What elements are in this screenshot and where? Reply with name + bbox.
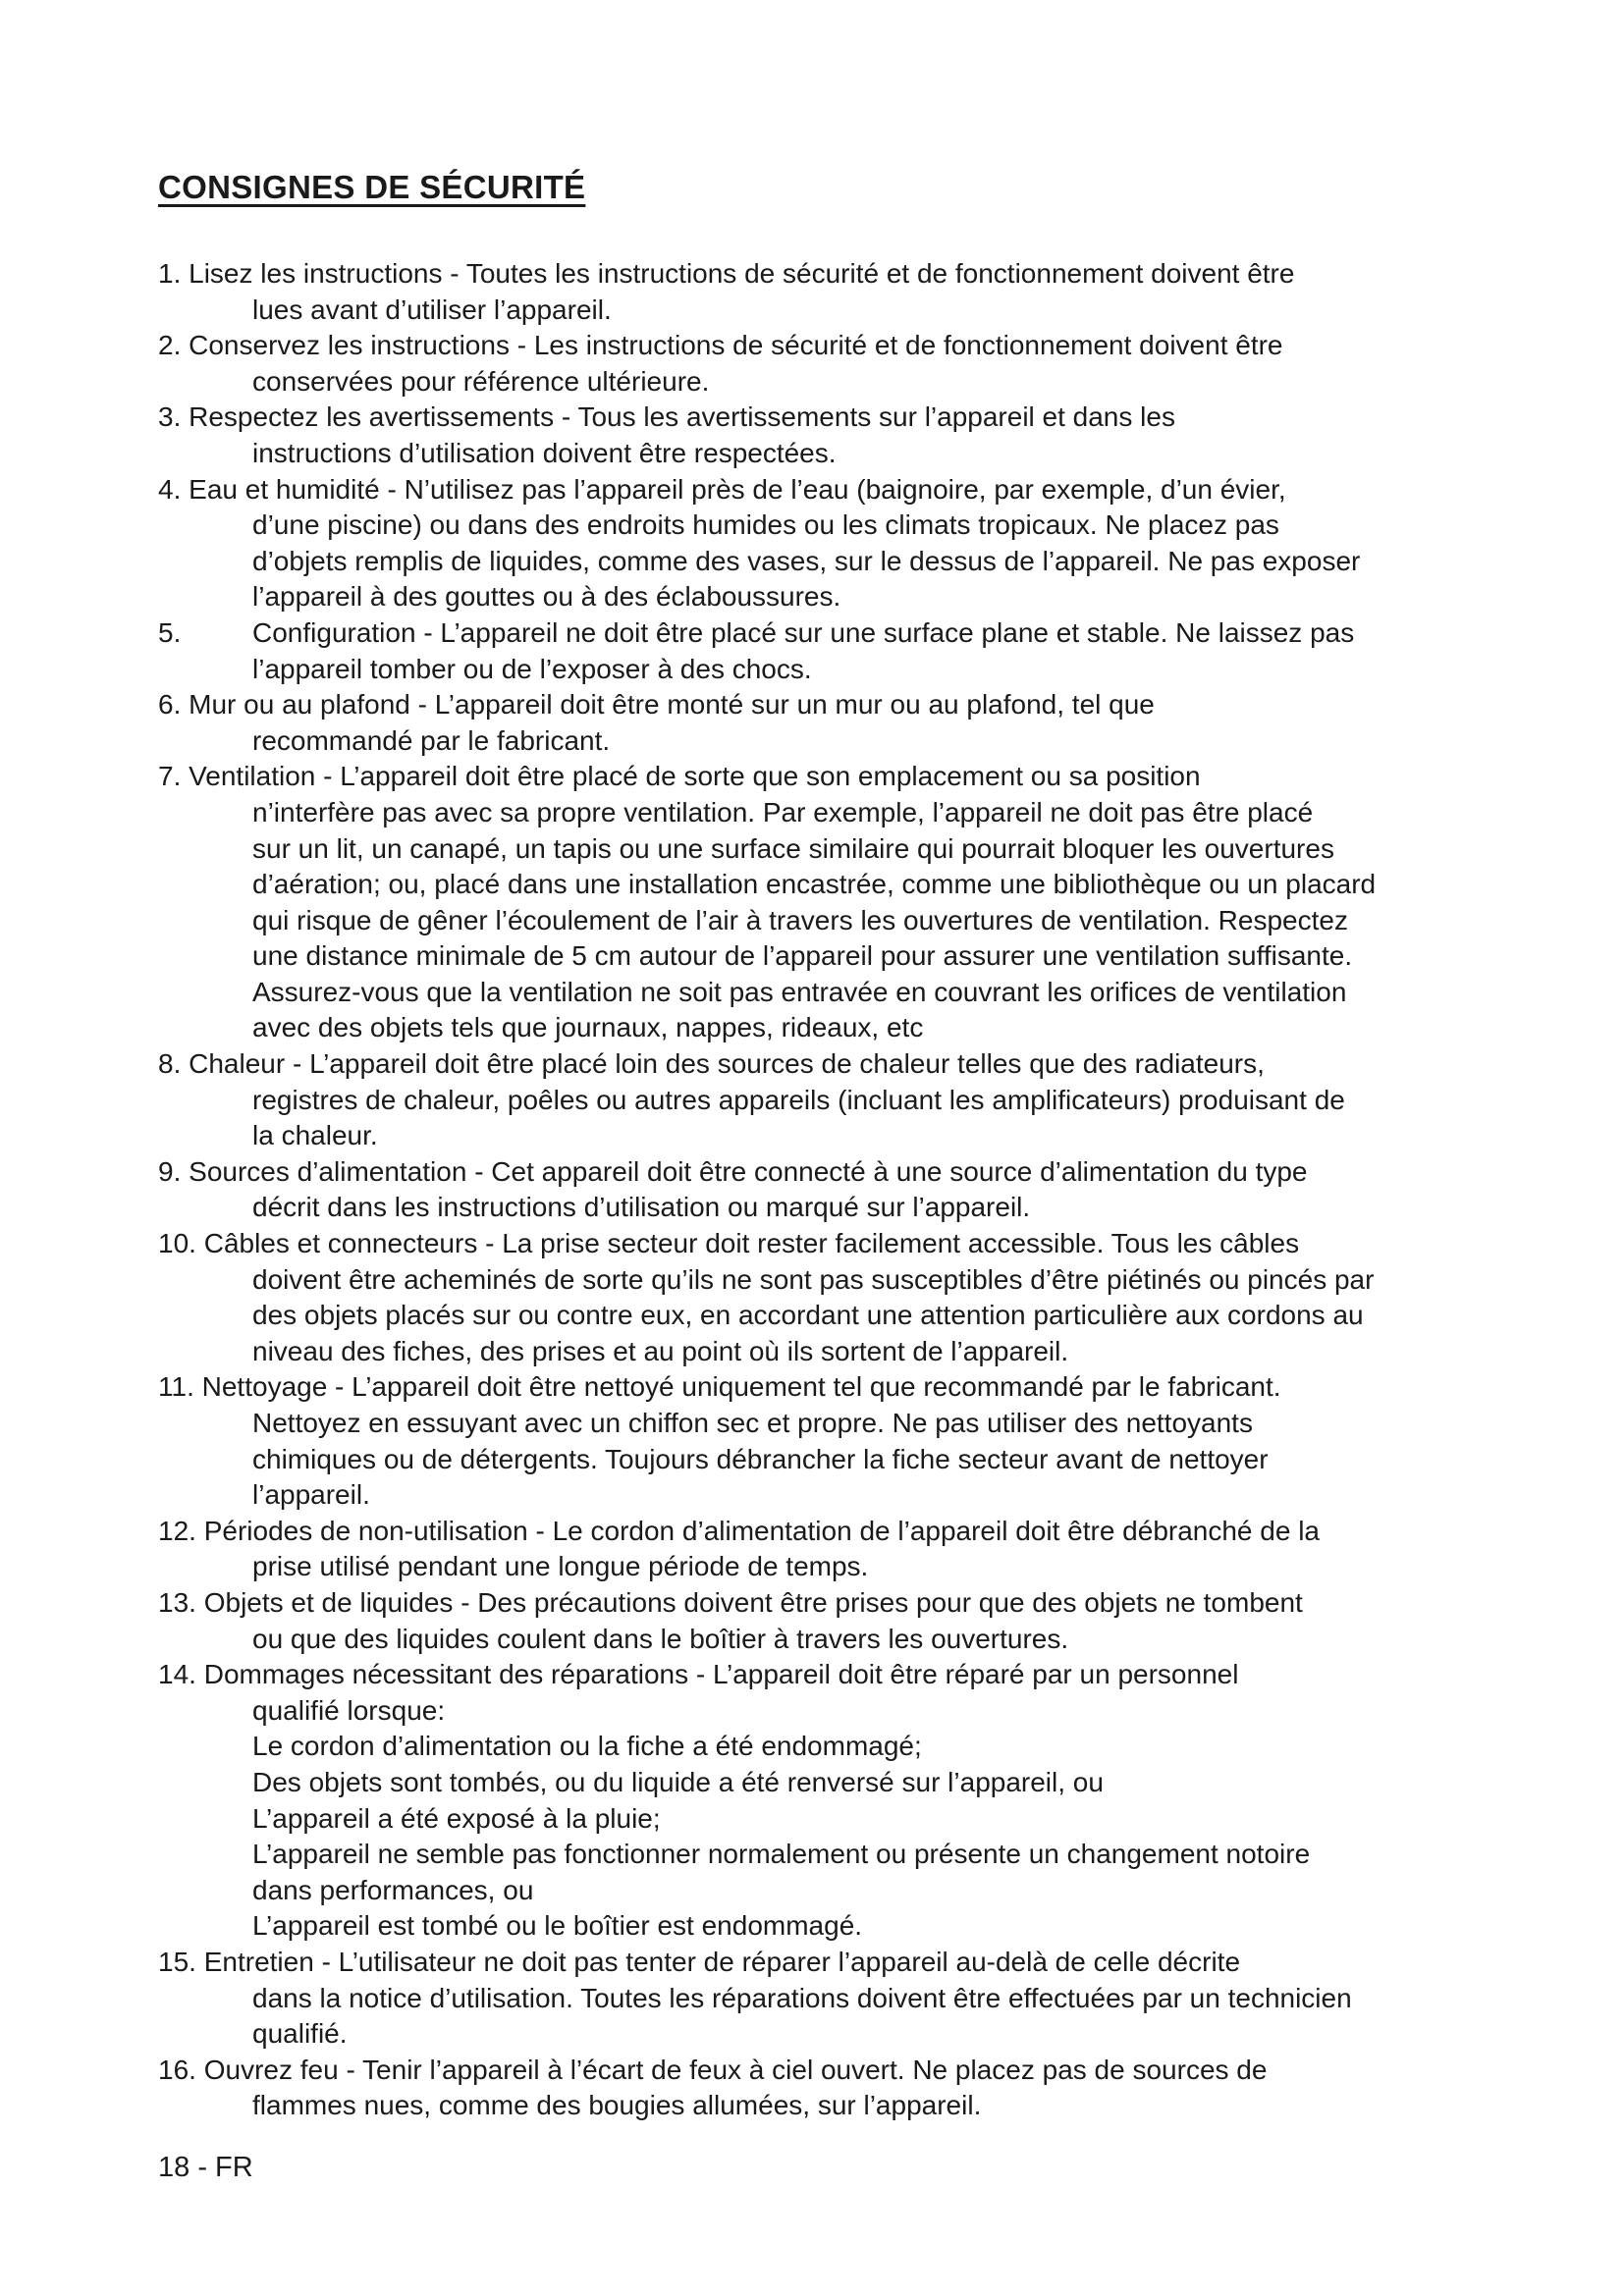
item-text: dans performances, ou [252, 1874, 534, 1905]
item-number: 3. [158, 401, 182, 433]
item-text: Lisez les instructions - Toutes les instructions de sécurité et de fonctionnement doivent être [189, 258, 1295, 289]
item-text: Mur ou au plafond - L’appareil doit être monté sur un mur ou au plafond, tel que [189, 689, 1155, 721]
item-text: Nettoyage - L’appareil doit être nettoyé uniquement tel que recommandé par le fabricant. [201, 1371, 1281, 1403]
item-text: la chaleur. [252, 1120, 378, 1151]
item-number: 5. [158, 616, 182, 648]
item-number: 1. [158, 258, 182, 289]
list-item [158, 400, 1503, 471]
item-text: Des objets sont tombés, ou du liquide a été renversé sur l’appareil, ou [252, 1766, 1104, 1797]
item-text: L’appareil ne semble pas fonctionner normalement ou présente un changement notoire [252, 1839, 1311, 1870]
item-text: l’appareil à des gouttes ou à des éclaboussures. [252, 581, 841, 613]
item-text: Conservez les instructions - Les instructions de sécurité et de fonctionnement doivent être [189, 330, 1283, 361]
item-text: Le cordon d’alimentation ou la fiche a été endommagé; [252, 1731, 922, 1762]
item-text: L’appareil a été exposé à la pluie; [252, 1802, 661, 1834]
list-item [158, 256, 1503, 328]
item-text: d’objets remplis de liquides, comme des vases, sur le dessus de l’appareil. Ne pas exposer [252, 545, 1361, 576]
item-text: niveau des fiches, des prises et au point où ils sortent de l’appareil. [252, 1335, 1069, 1366]
item-text: lues avant d’utiliser l’appareil. [252, 294, 612, 325]
item-text: Câbles et connecteurs - La prise secteur doit rester facilement accessible. Tous les câbles [203, 1228, 1300, 1259]
item-number: 4. [158, 473, 182, 505]
item-text: qui risque de gêner l’écoulement de l’air à travers les ouvertures de ventilation. Respectez [252, 904, 1348, 935]
item-text: l’appareil. [252, 1479, 370, 1511]
item-text: conservées pour référence ultérieure. [252, 365, 710, 397]
item-number: 14. [158, 1659, 196, 1690]
item-text: décrit dans les instructions d’utilisation ou marqué sur l’appareil. [252, 1192, 1031, 1223]
item-text: Eau et humidité - N’utilisez pas l’appareil près de l’eau (baignoire, par exemple, d’un évier, [189, 473, 1286, 505]
item-number: 12. [158, 1515, 196, 1546]
item-text: des objets placés sur ou contre eux, en accordant une attention particulière aux cordons au [252, 1300, 1364, 1331]
item-text: Ouvrez feu - Tenir l’appareil à l’écart de feux à ciel ouvert. Ne placez pas de sources de [203, 2054, 1268, 2085]
item-number: 8. [158, 1048, 182, 1080]
item-number: 15. [158, 1946, 196, 1977]
item-text: Sources d’alimentation - Cet appareil doit être connecté à une source d’alimentation du type [189, 1155, 1308, 1187]
item-text: chimiques ou de détergents. Toujours débrancher la fiche secteur avant de nettoyer [252, 1443, 1269, 1474]
list-item [158, 1585, 1503, 1657]
item-text: Périodes de non-utilisation - Le cordon d’alimentation de l’appareil doit être débranché de la [203, 1515, 1321, 1546]
item-number: 9. [158, 1155, 182, 1187]
item-number: 2. [158, 330, 182, 361]
safety-instructions-list [158, 256, 1503, 2124]
item-text: ou que des liquides coulent dans le boîtier à travers les ouvertures. [252, 1623, 1069, 1654]
item-text: L’appareil est tombé ou le boîtier est endommagé. [252, 1910, 863, 1942]
item-text: qualifié lorsque: [252, 1694, 446, 1726]
item-text: prise utilisé pendant une longue période de temps. [252, 1551, 869, 1582]
item-text: d’une piscine) ou dans des endroits humides ou les climats tropicaux. Ne placez pas [252, 509, 1279, 541]
item-text: d’aération; ou, placé dans une installation encastrée, comme une bibliothèque ou un placard [252, 869, 1377, 900]
item-number: 10. [158, 1228, 196, 1259]
item-text: Nettoyez en essuyant avec un chiffon sec et propre. Ne pas utiliser des nettoyants [252, 1408, 1253, 1438]
list-item [158, 1046, 1503, 1154]
list-item [158, 615, 1503, 687]
item-number: 7. [158, 761, 182, 792]
item-text: Configuration - L’appareil ne doit être placé sur une surface plane et stable. Ne laissez pas [252, 616, 1355, 648]
list-item [158, 687, 1503, 759]
item-text: doivent être acheminés de sorte qu’ils ne sont pas susceptibles d’être piétinés ou pincés par [252, 1263, 1375, 1295]
item-text: Assurez-vous que la ventilation ne soit pas entravée en couvrant les orifices de ventilation [252, 976, 1347, 1007]
item-text: Dommages nécessitant des réparations - L’appareil doit être réparé par un personnel [203, 1659, 1239, 1690]
item-text: n’interfère pas avec sa propre ventilation. Par exemple, l’appareil ne doit pas être placé [252, 796, 1314, 828]
item-text: recommandé par le fabricant. [252, 724, 611, 756]
item-text: dans la notice d’utilisation. Toutes les réparations doivent être effectuées par un technicien [252, 1982, 1352, 2013]
list-item [158, 1154, 1503, 1226]
list-item [158, 328, 1503, 400]
item-text: Ventilation - L’appareil doit être placé de sorte que son emplacement ou sa position [189, 761, 1201, 792]
list-item [158, 1657, 1503, 1945]
item-text: instructions d’utilisation doivent être respectées. [252, 437, 837, 468]
list-item [158, 472, 1503, 615]
item-number: 16. [158, 2054, 196, 2085]
item-text: sur un lit, un canapé, un tapis ou une surface similaire qui pourrait bloquer les ouvertures [252, 832, 1334, 864]
list-item [158, 759, 1503, 1046]
item-text: une distance minimale de 5 cm autour de l’appareil pour assurer une ventilation suffisante. [252, 940, 1353, 972]
list-item [158, 1369, 1503, 1513]
item-text: Respectez les avertissements - Tous les avertissements sur l’appareil et dans les [189, 401, 1175, 433]
page-number: 18 - FR [158, 2152, 253, 2183]
list-item [158, 2053, 1503, 2124]
item-text: registres de chaleur, poêles ou autres appareils (incluant les amplificateurs) produisant de [252, 1084, 1345, 1115]
item-text: Chaleur - L’appareil doit être placé loin des sources de chaleur telles que des radiateurs, [189, 1048, 1265, 1080]
list-item [158, 1945, 1503, 2053]
item-number: 11. [158, 1371, 194, 1403]
item-number: 6. [158, 689, 182, 721]
item-text: flammes nues, comme des bougies allumées, sur l’appareil. [252, 2090, 982, 2121]
item-text: Entretien - L’utilisateur ne doit pas tenter de réparer l’appareil au-delà de celle décrite [203, 1946, 1241, 1977]
item-text: Objets et de liquides - Des précautions doivent être prises pour que des objets ne tombent [203, 1586, 1303, 1618]
item-number: 13. [158, 1586, 196, 1618]
list-item [158, 1226, 1503, 1369]
item-text: l’appareil tomber ou de l’exposer à des chocs. [252, 653, 812, 684]
page-title: CONSIGNES DE SÉCURITÉ [158, 169, 586, 205]
list-item [158, 1514, 1503, 1585]
item-text: avec des objets tels que journaux, nappes, rideaux, etc [252, 1012, 924, 1043]
item-text: qualifié. [252, 2018, 348, 2050]
